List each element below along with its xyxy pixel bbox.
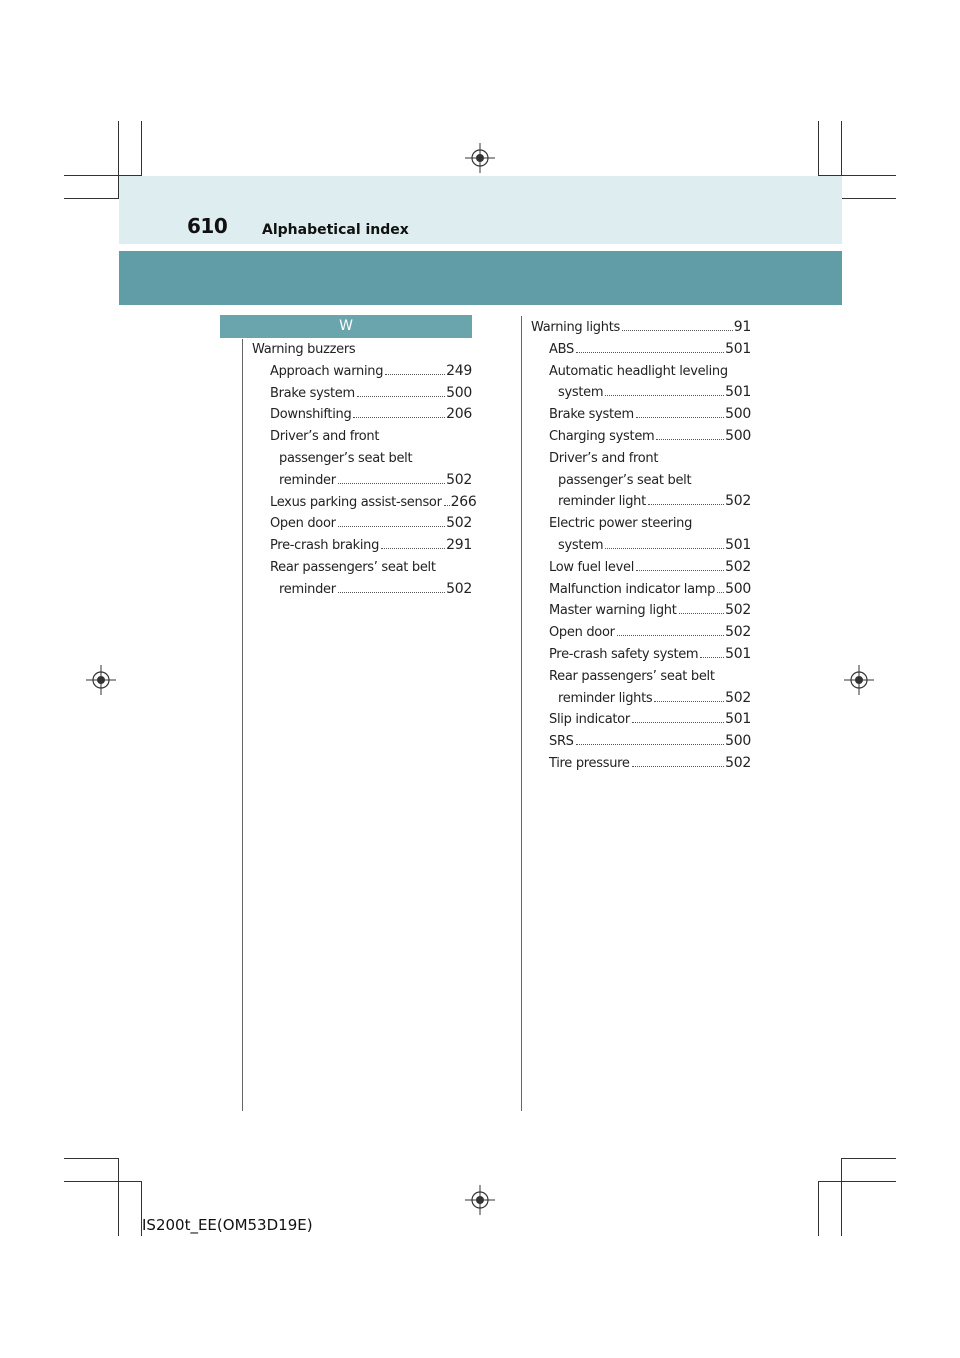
dot-leader bbox=[656, 439, 724, 440]
dot-leader bbox=[679, 613, 725, 614]
index-column-left bbox=[252, 339, 477, 601]
index-entry-page: 249 bbox=[446, 362, 472, 379]
dot-leader bbox=[353, 417, 445, 418]
index-entry bbox=[252, 339, 472, 361]
dot-leader bbox=[385, 374, 445, 375]
index-entry-text: Driver’s and front bbox=[549, 450, 659, 466]
header-section-band bbox=[119, 251, 842, 305]
document-code: IS200t_EE(OM53D19E) bbox=[142, 1216, 313, 1234]
index-entry bbox=[531, 557, 751, 579]
index-entry-page: 501 bbox=[725, 711, 751, 728]
column-divider bbox=[521, 316, 522, 1111]
index-entry bbox=[531, 470, 751, 492]
dot-leader bbox=[605, 395, 724, 396]
index-entry bbox=[531, 426, 751, 448]
index-entry bbox=[531, 448, 751, 470]
index-entry-page: 500 bbox=[725, 580, 751, 597]
crop-mark bbox=[64, 198, 119, 199]
header-band bbox=[119, 176, 842, 244]
index-column-right bbox=[531, 317, 751, 775]
dot-leader bbox=[338, 592, 445, 593]
index-entry-page: 502 bbox=[725, 754, 751, 771]
index-entry-text: Brake system bbox=[549, 407, 634, 423]
index-entry bbox=[252, 513, 472, 535]
crop-mark bbox=[818, 1181, 819, 1236]
index-letter-heading: W bbox=[220, 315, 472, 338]
index-entry bbox=[531, 317, 751, 339]
index-entry-text: reminder lights bbox=[558, 690, 653, 706]
registration-mark-icon bbox=[86, 665, 116, 695]
index-entry-page: 500 bbox=[725, 427, 751, 444]
index-entry-text: Brake system bbox=[270, 385, 355, 401]
index-entry-text: Approach warning bbox=[270, 363, 384, 379]
crop-mark bbox=[141, 121, 142, 175]
dot-leader bbox=[381, 548, 445, 549]
index-entry bbox=[252, 448, 472, 470]
index-entry-text: SRS bbox=[549, 734, 574, 750]
index-entry-page: 502 bbox=[446, 515, 472, 532]
dot-leader bbox=[636, 570, 724, 571]
index-entry-text: Rear passengers’ seat belt bbox=[270, 559, 436, 575]
index-entry bbox=[531, 579, 751, 601]
index-entry bbox=[531, 600, 751, 622]
crop-mark bbox=[118, 1158, 119, 1236]
index-entry bbox=[531, 622, 751, 644]
index-entry-page: 206 bbox=[446, 406, 472, 423]
dot-leader bbox=[576, 744, 725, 745]
index-entry bbox=[531, 491, 751, 513]
index-entry-page: 502 bbox=[446, 580, 472, 597]
index-entry-page: 502 bbox=[725, 624, 751, 641]
index-entry-page: 501 bbox=[725, 645, 751, 662]
dot-leader bbox=[444, 505, 450, 506]
index-entry-text: Rear passengers’ seat belt bbox=[549, 668, 715, 684]
crop-mark bbox=[841, 1158, 896, 1159]
index-entry bbox=[531, 513, 751, 535]
index-entry-text: Malfunction indicator lamp bbox=[549, 581, 716, 597]
index-entry bbox=[252, 579, 472, 601]
registration-mark-icon bbox=[844, 665, 874, 695]
dot-leader bbox=[617, 635, 725, 636]
index-entry bbox=[252, 404, 472, 426]
index-entry-page: 501 bbox=[725, 340, 751, 357]
index-entry-text: Open door bbox=[270, 516, 336, 532]
index-entry-text: system bbox=[558, 537, 604, 553]
index-entry-text: Low fuel level bbox=[549, 559, 635, 575]
index-entry-page: 500 bbox=[725, 733, 751, 750]
index-entry-page: 502 bbox=[725, 493, 751, 510]
dot-leader bbox=[338, 526, 446, 527]
index-entry bbox=[531, 535, 751, 557]
index-entry-text: Master warning light bbox=[549, 603, 677, 619]
index-entry-text: reminder bbox=[279, 581, 336, 597]
index-entry-text: passenger’s seat belt bbox=[558, 472, 692, 488]
index-entry bbox=[531, 644, 751, 666]
index-entry bbox=[252, 383, 472, 405]
index-entry bbox=[252, 557, 472, 579]
index-entry-text: Open door bbox=[549, 625, 615, 641]
index-entry bbox=[531, 753, 751, 775]
index-entry-page: 500 bbox=[446, 384, 472, 401]
index-entry-text: reminder bbox=[279, 472, 336, 488]
crop-mark bbox=[841, 198, 896, 199]
dot-leader bbox=[622, 330, 733, 331]
dot-leader bbox=[636, 417, 724, 418]
page-title: Alphabetical index bbox=[262, 222, 409, 238]
index-entry bbox=[252, 361, 472, 383]
dot-leader bbox=[700, 657, 724, 658]
index-entry-text: Warning lights bbox=[531, 320, 620, 335]
column-divider bbox=[242, 339, 243, 1111]
index-entry-text: ABS bbox=[549, 341, 574, 357]
index-entry bbox=[252, 492, 477, 514]
index-entry-text: Tire pressure bbox=[549, 755, 630, 771]
index-entry bbox=[531, 709, 751, 731]
dot-leader bbox=[576, 352, 724, 353]
index-entry bbox=[531, 361, 751, 383]
index-entry-text: Warning buzzers bbox=[252, 342, 356, 357]
index-entry-text: Charging system bbox=[549, 428, 655, 444]
index-entry bbox=[252, 470, 472, 492]
index-entry-page: 502 bbox=[725, 689, 751, 706]
dot-leader bbox=[648, 504, 724, 505]
index-entry-page: 91 bbox=[733, 319, 751, 335]
index-entry bbox=[531, 404, 751, 426]
crop-mark bbox=[841, 1158, 842, 1236]
dot-leader bbox=[338, 483, 445, 484]
dot-leader bbox=[632, 766, 725, 767]
dot-leader bbox=[605, 548, 724, 549]
crop-mark bbox=[818, 1181, 896, 1182]
index-entry-text: Downshifting bbox=[270, 407, 352, 423]
index-entry-text: Driver’s and front bbox=[270, 429, 380, 445]
index-entry-text: Pre-crash safety system bbox=[549, 646, 699, 662]
index-entry bbox=[252, 426, 472, 448]
index-entry-text: reminder light bbox=[558, 494, 646, 510]
index-entry-text: Slip indicator bbox=[549, 712, 630, 728]
crop-mark bbox=[818, 121, 819, 175]
index-entry bbox=[531, 339, 751, 361]
dot-leader bbox=[357, 396, 445, 397]
index-entry bbox=[531, 382, 751, 404]
dot-leader bbox=[654, 701, 724, 702]
registration-mark-icon bbox=[465, 143, 495, 173]
index-entry-text: Electric power steering bbox=[549, 516, 693, 532]
index-entry-page: 291 bbox=[446, 537, 472, 554]
index-entry-page: 502 bbox=[725, 602, 751, 619]
registration-mark-icon bbox=[465, 1185, 495, 1215]
index-entry bbox=[531, 731, 751, 753]
index-entry-text: Pre-crash braking bbox=[270, 538, 380, 554]
index-entry-text: system bbox=[558, 385, 604, 401]
index-entry bbox=[252, 535, 472, 557]
page-number: 610 bbox=[187, 214, 228, 238]
dot-leader bbox=[632, 722, 724, 723]
index-entry-text: passenger’s seat belt bbox=[279, 450, 413, 466]
crop-mark bbox=[64, 1158, 119, 1159]
index-entry-page: 501 bbox=[725, 384, 751, 401]
index-entry-page: 502 bbox=[725, 558, 751, 575]
index-entry-page: 502 bbox=[446, 471, 472, 488]
crop-mark bbox=[64, 1181, 142, 1182]
index-entry-text: Lexus parking assist-sensor bbox=[270, 494, 442, 510]
index-entry bbox=[531, 666, 751, 688]
index-entry bbox=[531, 688, 751, 710]
index-entry-text: Automatic headlight leveling bbox=[549, 363, 728, 379]
index-entry-page: 266 bbox=[450, 493, 477, 510]
index-entry-page: 500 bbox=[725, 406, 751, 423]
index-entry-page: 501 bbox=[725, 536, 751, 553]
dot-leader bbox=[717, 592, 724, 593]
